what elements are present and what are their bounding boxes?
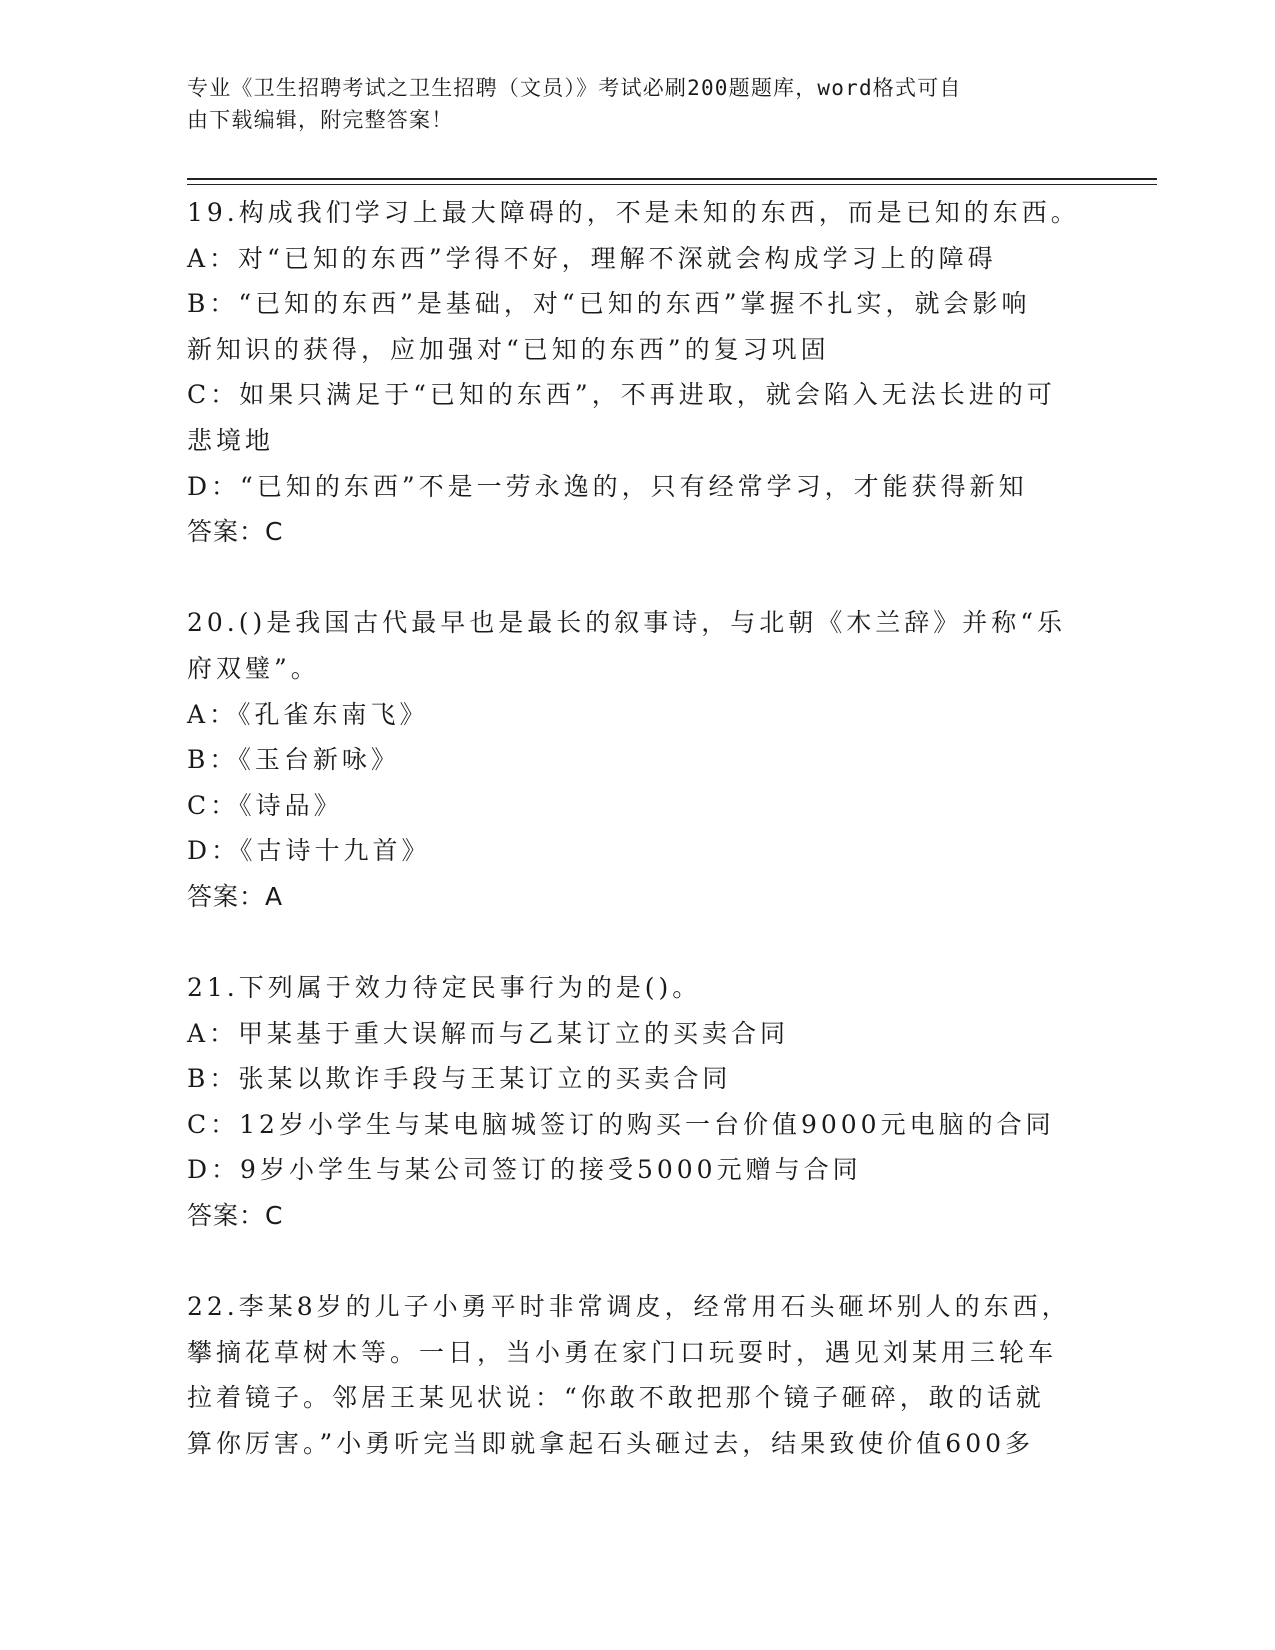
question-22 xyxy=(187,1284,1087,1466)
option-c: C：如果只满足于“已知的东西”，不再进取，就会陷入无法长进的可 xyxy=(187,380,1056,410)
answer-line: 答案：A xyxy=(187,881,284,911)
spacer xyxy=(187,920,1087,966)
header-rule-thick xyxy=(187,178,1157,180)
option-b: B：张某以欺诈手段与王某订立的买卖合同 xyxy=(187,1064,732,1094)
option-a: A：《孔雀东南飞》 xyxy=(187,699,429,729)
option-d: D：《古诗十九首》 xyxy=(187,836,431,866)
question-stem-cont: 府双璧”。 xyxy=(187,653,320,683)
question-21 xyxy=(187,965,1087,1239)
document-header xyxy=(187,72,1067,136)
question-stem: 22.李某8岁的儿子小勇平时非常调皮，经常用石头砸坏别人的东西， xyxy=(187,1292,1071,1322)
question-stem-cont: 算你厉害。”小勇听完当即就拿起石头砸过去，结果致使价值600多 xyxy=(187,1429,1035,1459)
option-b: B：“已知的东西”是基础，对“已知的东西”掌握不扎实，就会影响 xyxy=(187,289,1031,319)
header-line-2: 由下载编辑，附完整答案！ xyxy=(187,108,454,132)
question-stem: 19.构成我们学习上最大障碍的，不是未知的东西，而是已知的东西。 xyxy=(187,198,1080,227)
option-d: D：“已知的东西”不是一劳永逸的，只有经常学习，才能获得新知 xyxy=(187,471,1028,501)
question-stem: 21.下列属于效力待定民事行为的是()。 xyxy=(187,973,702,1003)
option-a: A：甲某基于重大误解而与乙某订立的买卖合同 xyxy=(187,1018,790,1048)
answer-line: 答案：C xyxy=(187,517,284,547)
option-c: C：《诗品》 xyxy=(187,790,343,820)
header-rule-thin xyxy=(187,184,1157,185)
question-stem: 20.()是我国古代最早也是最长的叙事诗，与北朝《木兰辞》并称“乐 xyxy=(187,608,1067,638)
option-c: C：12岁小学生与某电脑城签订的购买一台价值9000元电脑的合同 xyxy=(187,1109,1055,1139)
option-b: B：《玉台新咏》 xyxy=(187,745,400,775)
question-20 xyxy=(187,600,1087,919)
answer-line: 答案：C xyxy=(187,1201,284,1231)
question-stem-cont: 拉着镜子。邻居王某见状说：“你敢不敢把那个镜子砸碎，敢的话就 xyxy=(187,1383,1045,1413)
header-line-1: 专业《卫生招聘考试之卫生招聘（文员）》考试必刷200题题库，word格式可自 xyxy=(187,76,962,100)
spacer xyxy=(187,1239,1087,1285)
option-c-cont: 悲境地 xyxy=(187,425,275,455)
spacer xyxy=(187,555,1087,601)
question-19 xyxy=(187,190,1087,555)
option-b-cont: 新知识的获得，应加强对“已知的东西”的复习巩固 xyxy=(187,334,830,364)
question-stem-cont: 攀摘花草树木等。一日，当小勇在家门口玩耍时，遇见刘某用三轮车 xyxy=(187,1337,1058,1367)
option-a: A：对“已知的东西”学得不好，理解不深就会构成学习上的障碍 xyxy=(187,243,997,273)
question-list xyxy=(187,190,1087,1467)
option-d: D：9岁小学生与某公司签订的接受5000元赠与合同 xyxy=(187,1155,862,1185)
